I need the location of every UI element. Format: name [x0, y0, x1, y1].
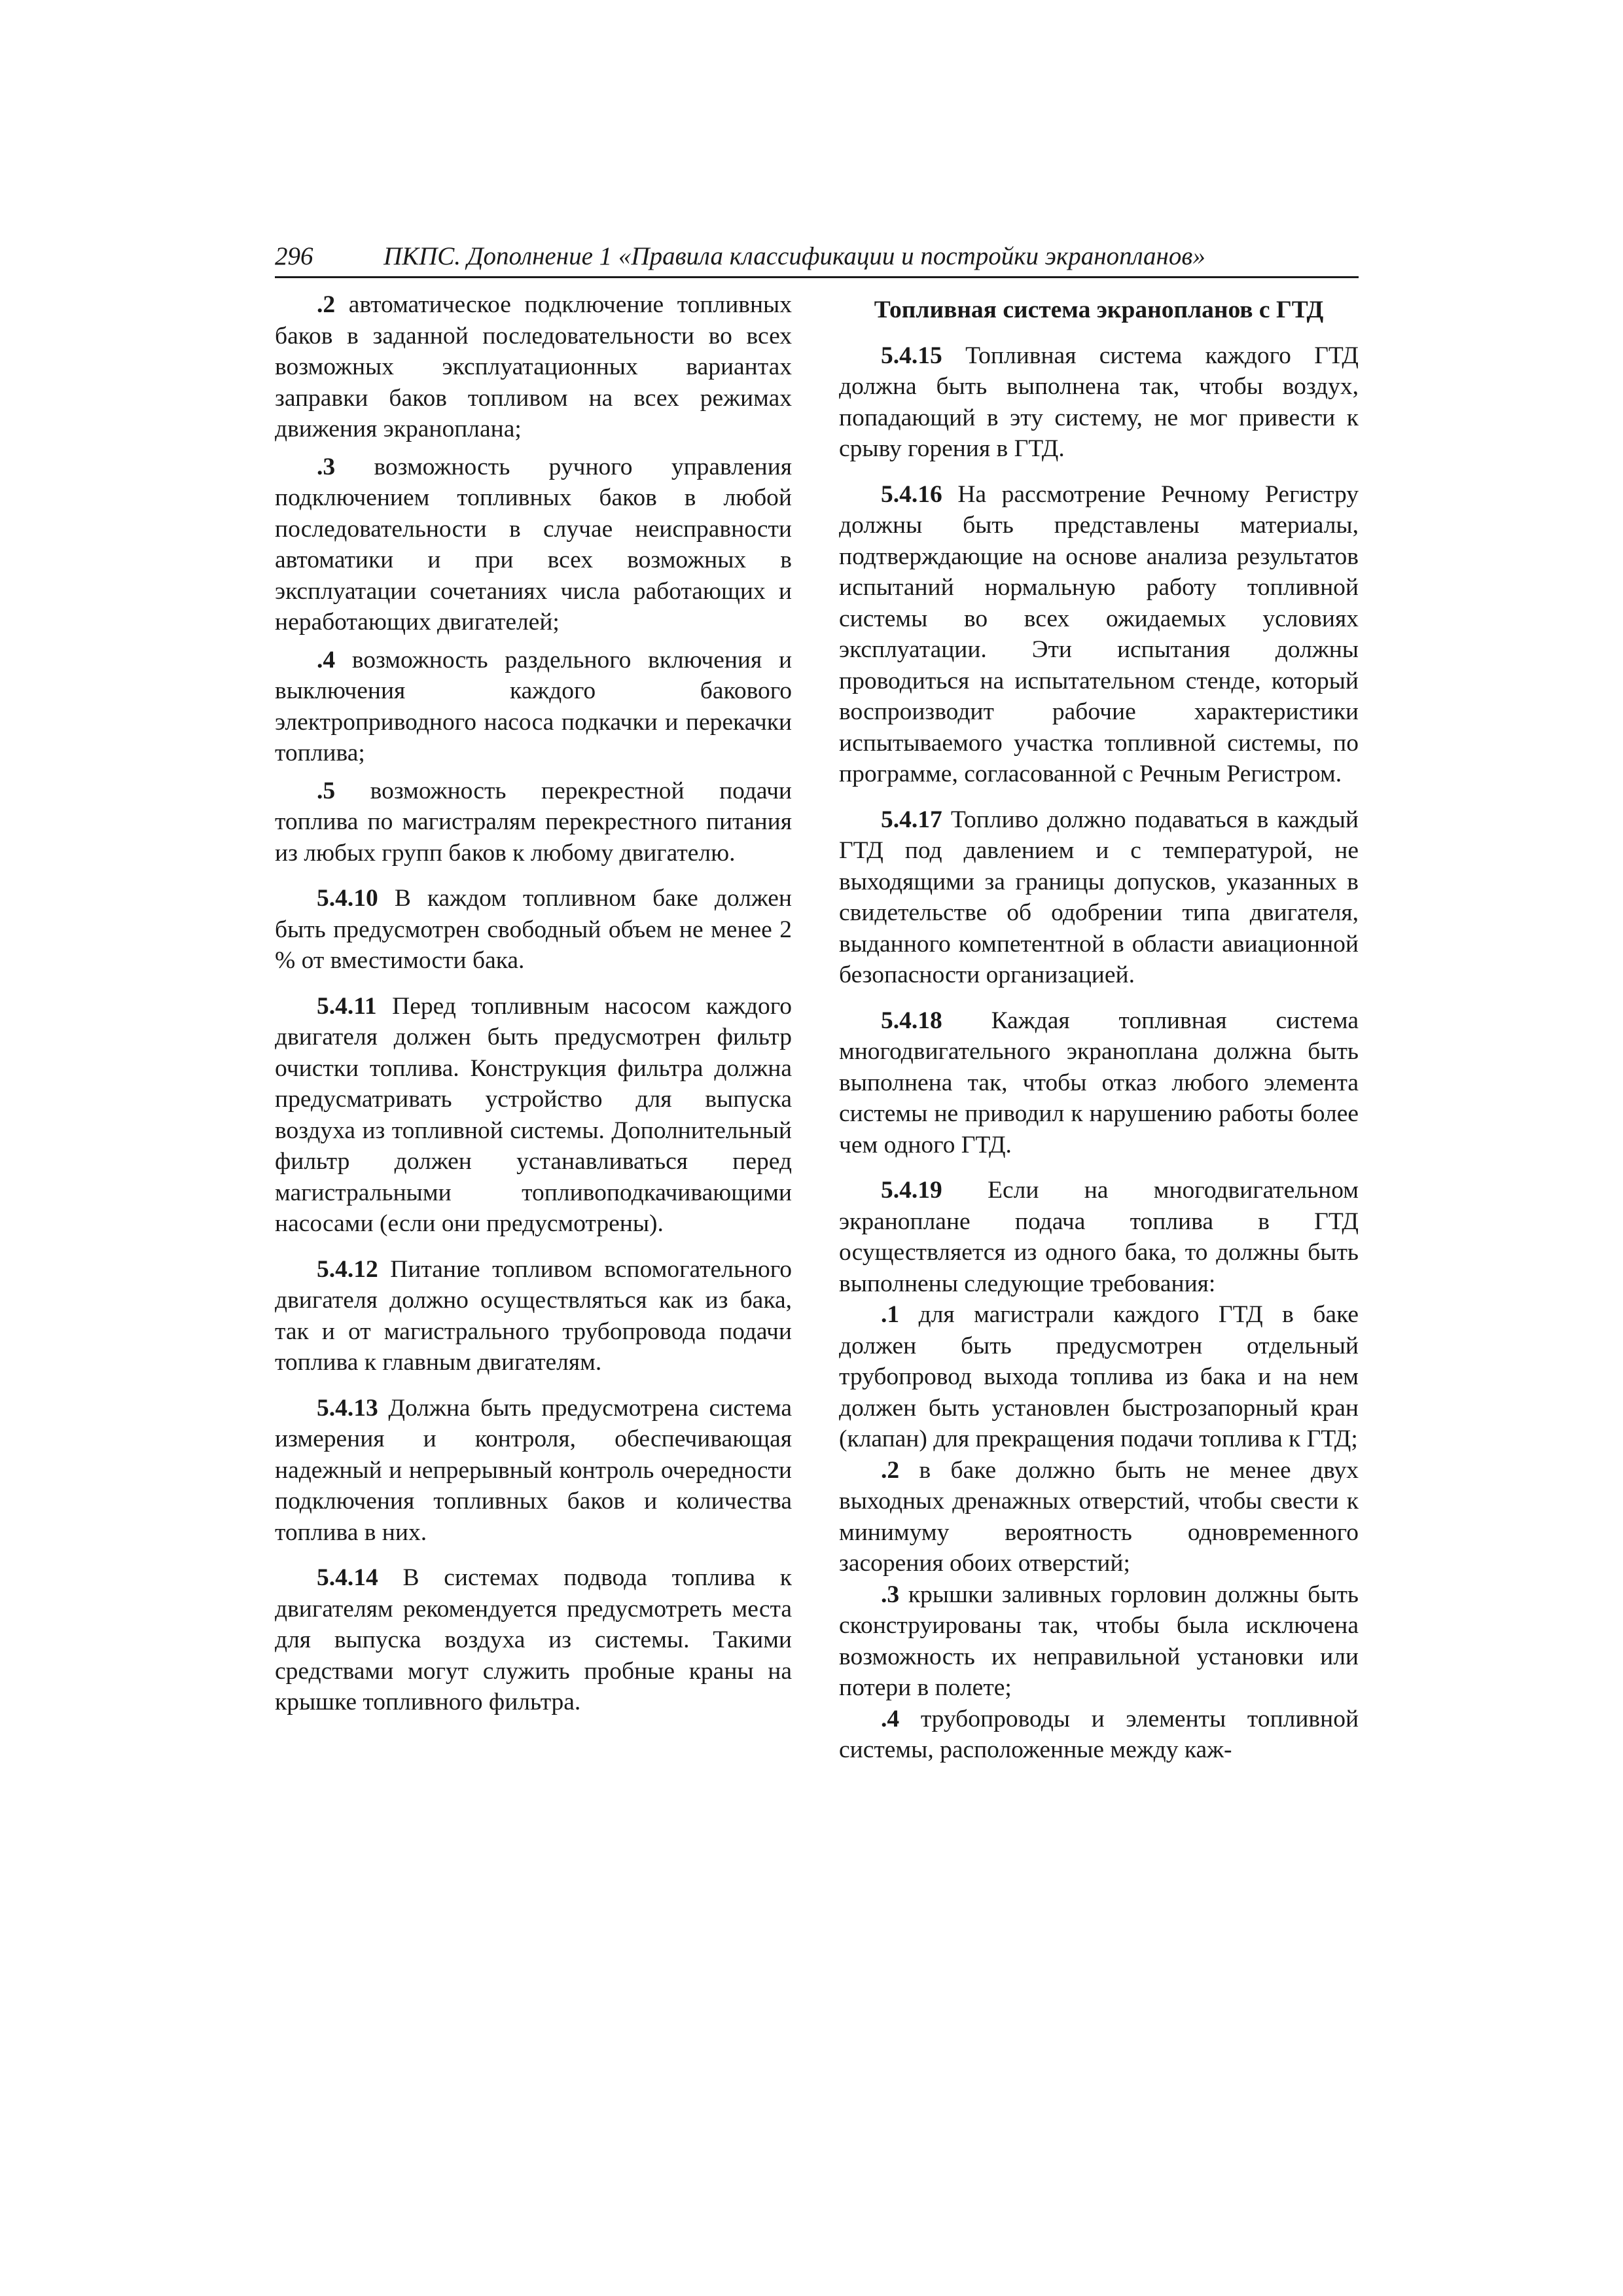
section-text: На рассмотрение Речному Регистру должны быть представлены материалы, подтверждающие на основе анализа результатов испытаний нормальную работу топливной системы во всех ожидаемых условиях эксплуатации. Эти испытания должны проводиться на испытательном стенде, который воспроизводит рабочие характеристики испытываемого участка топливной системы, по программе, согласованной с Речным Регистром. [839, 480, 1359, 787]
item-text: возможность раздельного включения и выключения каждого бакового электроприводного насоса подкачки и перекачки топлива; [275, 646, 793, 766]
item-text: в баке должно быть не менее двух выходных дренажных отверстий, чтобы свести к минимуму вероятность одновременного засорения обоих отверстий; [839, 1456, 1359, 1577]
section-5-4-16 [839, 479, 1359, 790]
item-text: для магистрали каждого ГТД в баке должен быть предусмотрен отдельный трубопровод выхода топлива из бака и на нем должен быть установлен быстрозапорный кран (клапан) для прекращения подачи топлива к ГТД; [839, 1301, 1359, 1452]
section-text: В системах подвода топлива к двигателям рекомендуется предусмотреть места для выпуска воздуха из системы. Такими средствами могут служить пробные краны на крышке топливного фильтра. [275, 1564, 792, 1715]
list-item-1 [839, 1299, 1359, 1455]
section-text: Питание топливом вспомогательного двигателя должно осуществляться как из бака, так и от магистрального трубопровода подачи топлива к главным двигателям. [275, 1255, 793, 1376]
section-text: Перед топливным насосом каждого двигателя должен быть предусмотрен фильтр очистки топлива. Конструкция фильтра должна предусматривать устройство для выпуска воздуха из топливной системы. Дополнительный фильтр должен устанавливаться перед магистральными топливоподкачивающими насосами (если они предусмотрены). [275, 992, 792, 1237]
left-column [275, 289, 792, 1718]
section-number: 5.4.16 [881, 480, 942, 508]
section-number: 5.4.10 [317, 885, 378, 912]
item-text: возможность ручного управления подключением топливных баков в любой последовательности в случае неисправности автоматики и при всех возможных в эксплуатации сочетаниях числа работающих и неработающих двигателей; [275, 453, 793, 636]
section-number: 5.4.15 [881, 342, 942, 369]
section-number: 5.4.19 [881, 1177, 942, 1204]
section-subheading: Топливная система экранопланов с ГТД [874, 296, 1324, 323]
list-item-2 [275, 289, 792, 445]
item-text: автоматическое подключение топливных баков в заданной последовательности во всех возможных эксплуатационных вариантах заправки баков топливом на всех режимах движения экраноплана; [275, 291, 792, 442]
section-number: 5.4.13 [317, 1394, 378, 1422]
section-5-4-11 [275, 991, 792, 1240]
right-column [839, 289, 1359, 1766]
list-item-5 [275, 776, 792, 869]
section-number: 5.4.14 [317, 1564, 378, 1591]
list-item-4 [839, 1704, 1359, 1766]
section-text: Топливная система каждого ГТД должна быть выполнена так, чтобы воздух, попадающий в эту систему, не мог привести к срыву горения в ГТД. [839, 342, 1359, 462]
item-number: .2 [881, 1456, 900, 1484]
section-5-4-18 [839, 1005, 1359, 1161]
section-text: Если на многодвигательном экраноплане подача топлива в ГТД осуществляется из одного бака, то должны быть выполнены следующие требования: [839, 1177, 1359, 1297]
section-text: Каждая топливная система многодвигательного экраноплана должна быть выполнена так, чтобы отказ любого элемента системы не приводил к нарушению работы более чем одного ГТД. [839, 1007, 1359, 1158]
section-5-4-17 [839, 804, 1359, 991]
section-number: 5.4.12 [317, 1255, 378, 1283]
section-text: Топливо должно подаваться в каждый ГТД под давлением и с температурой, не выходящими за границы допусков, указанных в свидетельстве об одобрении типа двигателя, выданного компетентной в области авиационной безопасности организацией. [839, 806, 1359, 988]
section-number: 5.4.18 [881, 1007, 942, 1034]
header-title: ПКПС. Дополнение 1 «Правила классификации и постройки экранопланов» [383, 242, 1205, 270]
section-5-4-13 [275, 1393, 792, 1549]
list-item-3 [839, 1579, 1359, 1704]
item-number: .3 [317, 453, 336, 480]
section-text: В каждом топливном баке должен быть предусмотрен свободный объем не менее 2 % от вместимости бака. [275, 885, 792, 974]
list-item-2 [839, 1455, 1359, 1579]
page-number: 296 [275, 242, 313, 270]
item-text: трубопроводы и элементы топливной системы, расположенные между каж- [839, 1705, 1359, 1763]
section-5-4-10 [275, 883, 792, 977]
list-item-3 [275, 452, 792, 638]
item-text: крышки заливных горловин должны быть сконструированы так, чтобы была исключена возможность их неправильной установки или потери в полете; [839, 1581, 1359, 1701]
item-number: .4 [881, 1705, 900, 1732]
section-number: 5.4.11 [317, 992, 377, 1020]
section-5-4-15 [839, 340, 1359, 465]
item-number: .3 [881, 1581, 900, 1608]
item-text: возможность перекрестной подачи топлива по магистралям перекрестного питания из любых групп баков к любому двигателю. [275, 777, 792, 867]
running-header [275, 237, 1359, 278]
section-5-4-14 [275, 1562, 792, 1718]
section-text: Должна быть предусмотрена система измерения и контроля, обеспечивающая надежный и непрерывный контроль очередности подключения топливных баков и количества топлива в них. [275, 1394, 792, 1546]
section-5-4-12 [275, 1254, 792, 1378]
section-number: 5.4.17 [881, 806, 942, 833]
list-item-4 [275, 645, 792, 769]
item-number: .4 [317, 646, 336, 673]
section-5-4-19 [839, 1175, 1359, 1299]
item-number: .1 [881, 1301, 900, 1328]
item-number: .5 [317, 777, 336, 804]
item-number: .2 [317, 291, 336, 318]
